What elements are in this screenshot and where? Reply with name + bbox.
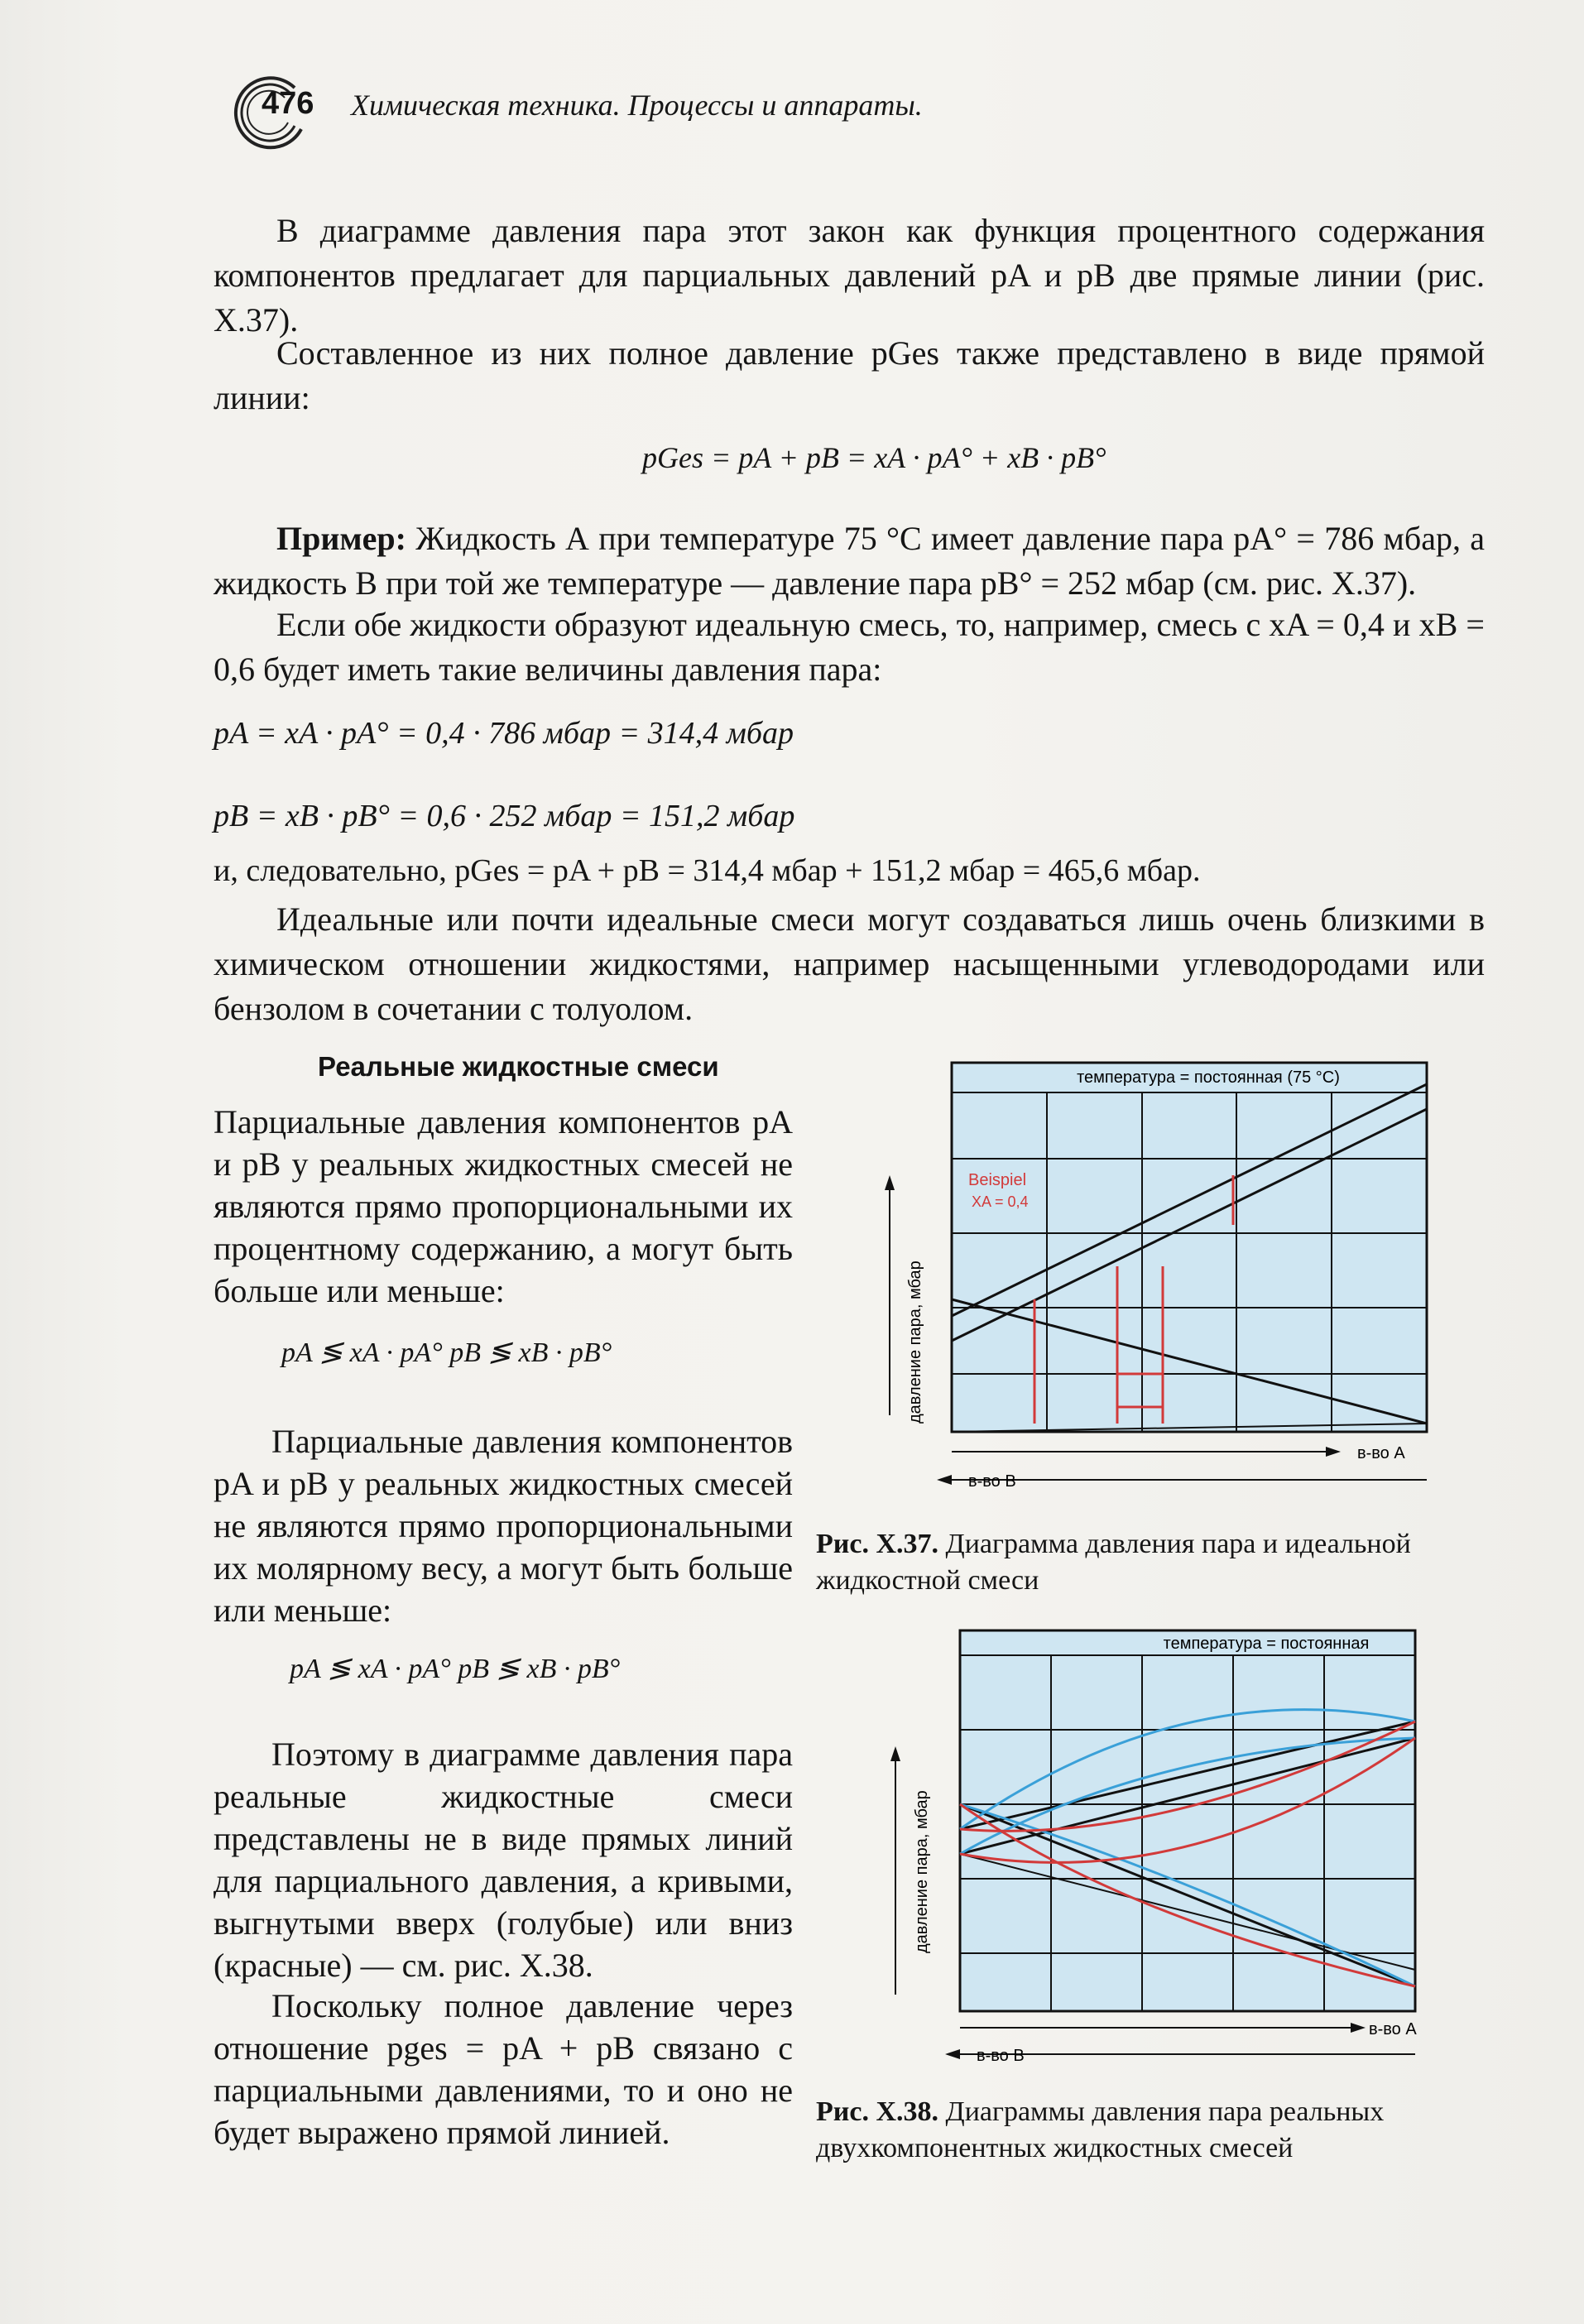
paragraph-9: Поскольку полное давление через отношение pges = pA + pB связано с парциальными давлениями, то и оно не будет выражено прямой линией. <box>214 1987 793 2151</box>
example-label: Пример: <box>276 520 406 557</box>
figure-37-axis-a: в-во А <box>1357 1444 1405 1462</box>
running-title: Химическая техника. Процессы и аппараты. <box>351 89 923 122</box>
formula-total-pressure: pGes = pA + pB = xA · pA° + xB · pB° <box>642 441 1106 474</box>
figure-37-top-label: температура = постоянная (75 °C) <box>1077 1068 1340 1087</box>
paragraph-7: Парциальные давления компонентов pA и pB у реальных жидкостных смесей не являются прямо пропорциональными их молярному весу, а могут быть больше или меньше: <box>214 1423 793 1629</box>
paragraph-6: Парциальные давления компонентов pA и pB у реальных жидкостных смесей не являются прямо пропорциональными их процентному содержанию, а могут быть больше или меньше: <box>214 1103 793 1309</box>
figure-37-caption <box>816 1526 1486 1599</box>
beispiel-x-label: XA = 0,4 <box>972 1193 1029 1210</box>
formula-inequality-2: pA ≶ xA · pA° pB ≶ xB · pB° <box>290 1654 621 1684</box>
figure-37-caption-text: Диаграмма давления пара и идеальной жидкостной смеси <box>816 1529 1411 1596</box>
figure-38-axis-a: в-во А <box>1369 2020 1417 2038</box>
equation-pges: и, следовательно, pGes = pA + pB = 314,4 мбар + 151,2 мбар = 465,6 мбар. <box>214 853 1201 888</box>
y-axis-arrowhead <box>885 1175 895 1190</box>
axis-b-arrowhead <box>937 1475 952 1485</box>
paragraph-example <box>214 516 1485 606</box>
example-text: Жидкость А при температуре 75 °С имеет давление пара pA° = 786 мбар, а жидкость В при той же температуре — давление пара pB° = 252 мбар (см. рис. X.37). <box>214 520 1485 602</box>
page-number: 476 <box>262 86 314 121</box>
figure-38-top-label: температура = постоянная <box>1163 1635 1370 1653</box>
figure-37-caption-label: Рис. X.37. <box>816 1529 939 1559</box>
figure-37-ylabel: давление пара, мбар <box>906 1260 924 1424</box>
paragraph-1: В диаграмме давления пара этот закон как функция процентного содержания компонентов предлагает для парциальных давлений pA и pB две прямые линии (рис. X.37). <box>214 212 1485 339</box>
section-heading: Реальные жидкостные смеси <box>318 1051 719 1082</box>
figure-38-caption-text: Диаграммы давления пара реальных двухкомпонентных жидкостных смесей <box>816 2096 1385 2163</box>
figure-38-caption-label: Рис. X.38. <box>816 2096 939 2127</box>
paragraph-8: Поэтому в диаграмме давления пара реальные жидкостные смеси представлены не в виде прямых линий для парциального давления, а кривыми, выгнутыми вверх (голубые) или вниз (красные) — см. рис. X.38. <box>214 1736 793 1984</box>
formula-inequality-1: pA ≶ xA · pA° pB ≶ xB · pB° <box>281 1337 612 1368</box>
paragraph-5: Идеальные или почти идеальные смеси могут создаваться лишь очень близкими в химическом отношении жидкостями, например насыщенными углеводородами или бензолом в сочетании с толуолом. <box>214 900 1485 1027</box>
axis-a-arrowhead <box>1351 2023 1366 2033</box>
figure-38-caption <box>816 2094 1486 2167</box>
equation-pa: pA = xA · pA° = 0,4 · 786 мбар = 314,4 мбар <box>214 716 794 751</box>
axis-a-arrowhead <box>1326 1447 1341 1457</box>
y-axis-arrowhead <box>890 1746 900 1761</box>
equation-pb: pB = xB · pB° = 0,6 · 252 мбар = 151,2 мбар <box>214 799 795 833</box>
figure-37-axis-b: в-во В <box>968 1472 1016 1491</box>
figure-38-diagram <box>877 1622 1440 2086</box>
beispiel-label: Beispiel <box>968 1171 1027 1189</box>
paragraph-2: Составленное из них полное давление pGes также представлено в виде прямой линии: <box>214 334 1485 416</box>
figure-38-ylabel: давление пара, мбар <box>913 1790 931 1953</box>
figure-37-diagram <box>869 1059 1432 1506</box>
axis-b-arrowhead <box>945 2049 960 2059</box>
figure-38-axis-b: в-во В <box>977 2047 1025 2065</box>
paragraph-4: Если обе жидкости образуют идеальную смесь, то, например, смесь с xA = 0,4 и xB = 0,6 будет иметь такие величины давления пара: <box>214 606 1485 688</box>
